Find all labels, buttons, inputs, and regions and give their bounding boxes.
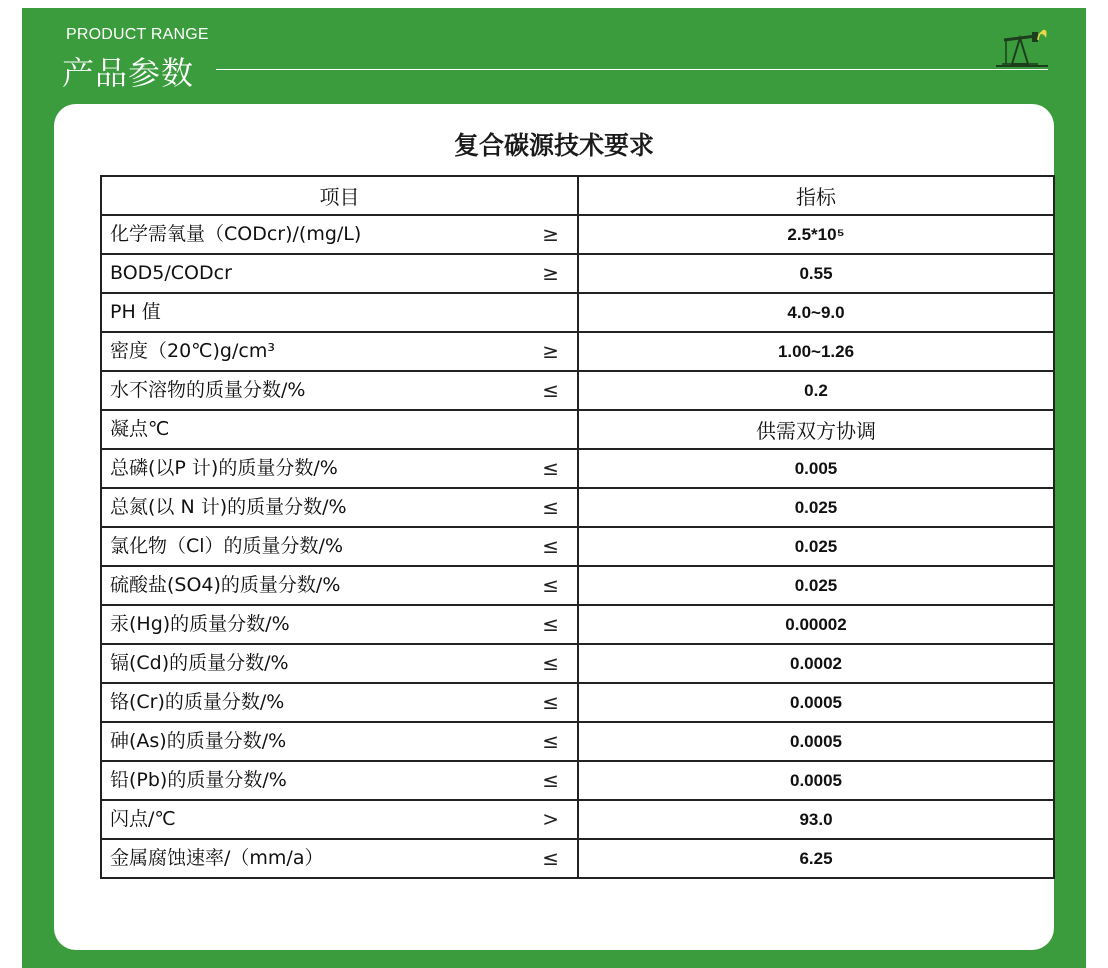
row-value: 0.55 (578, 254, 1054, 293)
row-item-label: 硫酸盐(SO4)的质量分数/% (110, 574, 341, 596)
table-row (101, 371, 1054, 410)
row-operator: ≤ (542, 690, 559, 714)
row-operator: ≤ (542, 495, 559, 519)
table-row (101, 488, 1054, 527)
row-value: 0.0002 (578, 644, 1054, 683)
row-item-cell (101, 683, 578, 722)
table-row (101, 527, 1054, 566)
row-item-cell (101, 488, 578, 527)
row-value: 0.0005 (578, 683, 1054, 722)
row-item-cell (101, 215, 578, 254)
row-value: 0.2 (578, 371, 1054, 410)
row-value: 0.0005 (578, 722, 1054, 761)
row-value: 0.025 (578, 527, 1054, 566)
header-divider (216, 69, 1048, 70)
row-value: 2.5*10⁵ (578, 215, 1054, 254)
pump-jack-icon (994, 24, 1050, 72)
row-item-label: 总氮(以 N 计)的质量分数/% (110, 496, 347, 518)
table-row (101, 566, 1054, 605)
table-row (101, 254, 1054, 293)
row-item-cell (101, 722, 578, 761)
spec-card (54, 104, 1054, 950)
row-item-label: 金属腐蚀速率/（mm/a） (110, 847, 324, 869)
row-operator: ≤ (542, 378, 559, 402)
row-value: 0.005 (578, 449, 1054, 488)
row-operator: ≤ (542, 651, 559, 675)
row-item-label: 镉(Cd)的质量分数/% (110, 652, 289, 674)
table-row (101, 722, 1054, 761)
row-item-cell (101, 527, 578, 566)
table-row (101, 683, 1054, 722)
row-value: 供需双方协调 (578, 410, 1054, 449)
row-item-label: 铬(Cr)的质量分数/% (110, 691, 285, 713)
spec-table (100, 175, 1055, 879)
row-operator: ≥ (542, 261, 559, 285)
row-item-cell (101, 839, 578, 878)
row-item-cell (101, 644, 578, 683)
row-operator: ≥ (542, 339, 559, 363)
table-row (101, 332, 1054, 371)
row-value: 0.00002 (578, 605, 1054, 644)
row-item-label: 铅(Pb)的质量分数/% (110, 769, 287, 791)
row-value: 6.25 (578, 839, 1054, 878)
row-operator: ≥ (542, 222, 559, 246)
row-item-label: 汞(Hg)的质量分数/% (110, 613, 290, 635)
row-item-label: 总磷(以P 计)的质量分数/% (110, 457, 338, 479)
header-item: 项目 (101, 176, 578, 215)
row-item-cell (101, 293, 578, 332)
row-operator: ≤ (542, 846, 559, 870)
row-item-label: 闪点/℃ (110, 808, 176, 830)
row-operator: ≤ (542, 534, 559, 558)
table-header-row (101, 176, 1054, 215)
row-operator: ≤ (542, 612, 559, 636)
table-row (101, 293, 1054, 332)
row-item-cell (101, 332, 578, 371)
row-value: 0.0005 (578, 761, 1054, 800)
table-row (101, 410, 1054, 449)
row-item-label: BOD5/CODcr (110, 262, 232, 284)
row-value: 93.0 (578, 800, 1054, 839)
table-row (101, 761, 1054, 800)
row-operator: > (542, 807, 559, 831)
row-item-label: PH 值 (110, 301, 161, 323)
table-row (101, 800, 1054, 839)
row-operator: ≤ (542, 573, 559, 597)
row-item-cell (101, 605, 578, 644)
header-value: 指标 (578, 176, 1054, 215)
row-item-cell (101, 761, 578, 800)
table-row (101, 839, 1054, 878)
row-item-cell (101, 410, 578, 449)
table-row (101, 644, 1054, 683)
green-panel (22, 8, 1086, 968)
row-item-cell (101, 254, 578, 293)
row-item-label: 砷(As)的质量分数/% (110, 730, 287, 752)
row-value: 0.025 (578, 566, 1054, 605)
row-operator: ≤ (542, 729, 559, 753)
row-item-label: 氯化物（Cl）的质量分数/% (110, 535, 344, 557)
row-value: 0.025 (578, 488, 1054, 527)
row-value: 4.0~9.0 (578, 293, 1054, 332)
row-item-cell (101, 449, 578, 488)
row-value: 1.00~1.26 (578, 332, 1054, 371)
header-subtitle-en: PRODUCT RANGE (66, 26, 209, 43)
card-title: 复合碳源技术要求 (453, 131, 654, 160)
row-item-label: 密度（20℃)g/cm³ (110, 340, 275, 362)
table-row (101, 605, 1054, 644)
row-item-cell (101, 800, 578, 839)
row-operator: ≤ (542, 768, 559, 792)
row-item-label: 化学需氧量（CODcr)/(mg/L) (110, 223, 362, 245)
row-operator: ≤ (542, 456, 559, 480)
row-item-cell (101, 371, 578, 410)
table-row (101, 215, 1054, 254)
header-title: 产品参数 (62, 54, 195, 92)
row-item-label: 水不溶物的质量分数/% (110, 379, 306, 401)
row-item-label: 凝点℃ (110, 418, 170, 440)
table-row (101, 449, 1054, 488)
row-item-cell (101, 566, 578, 605)
